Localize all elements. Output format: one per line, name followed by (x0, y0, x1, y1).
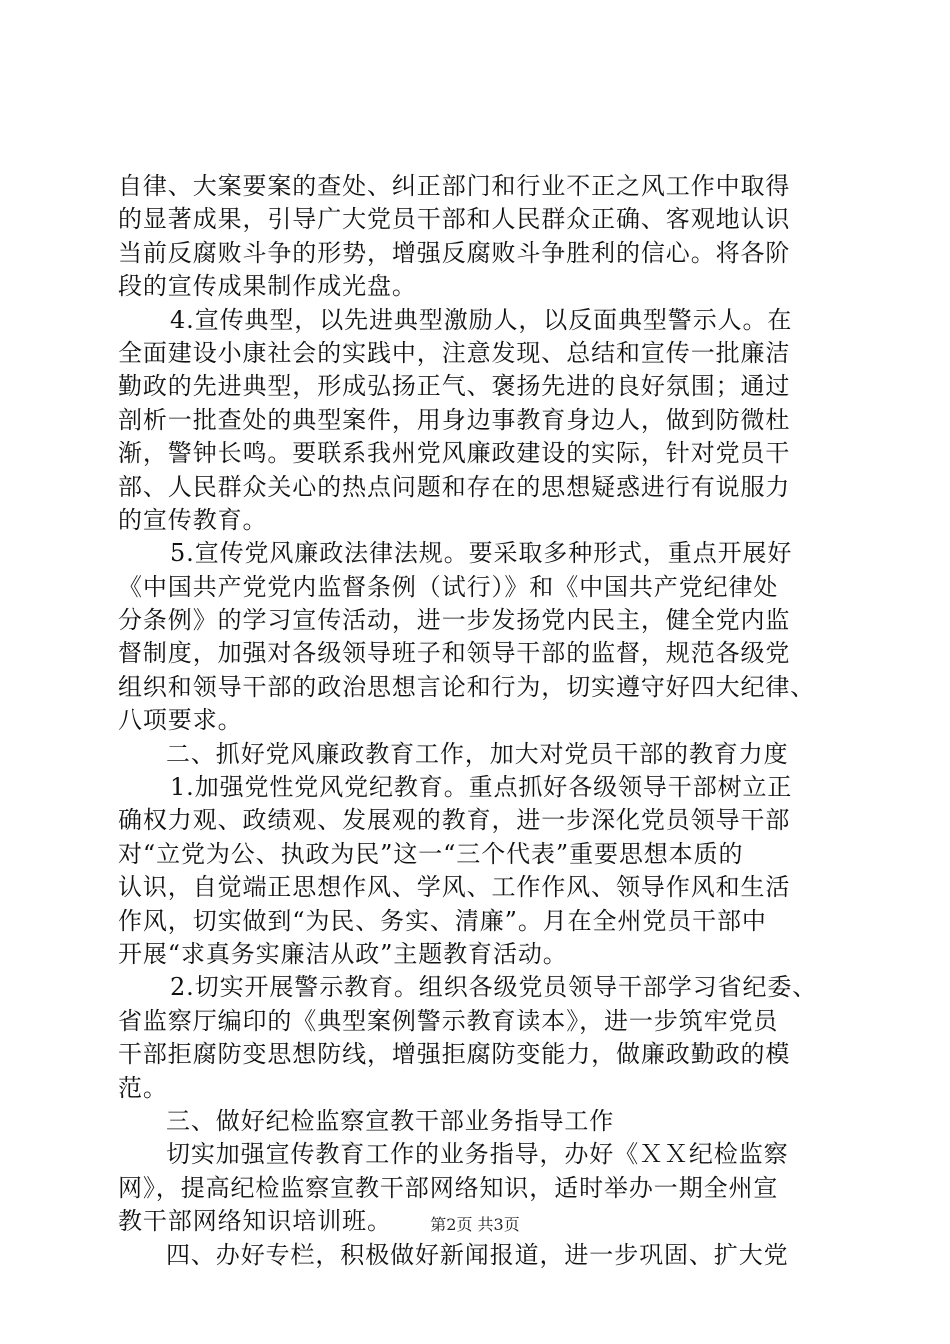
page-number-footer: 第2页 共3页 (430, 1215, 520, 1234)
text-line: 分条例》的学习宣传活动，进一步发扬党内民主，健全党内监 (118, 606, 791, 635)
text-line: 八项要求。 (118, 706, 243, 735)
text-line: 督制度，加强对各级领导班子和领导干部的监督，规范各级党 (118, 639, 791, 668)
text-line: 剖析一批查处的典型案件，用身边事教育身边人，做到防微杜 (118, 405, 791, 434)
document-body (118, 170, 838, 1272)
text-line: 段的宣传成果制作成光盘。 (118, 272, 417, 301)
section-heading: 三、做好纪检监察宣教干部业务指导工作 (166, 1106, 615, 1135)
text-line: 全面建设小康社会的实践中，注意发现、总结和宣传一批廉洁 (118, 338, 791, 367)
text-line: 作风，切实做到“为民、务实、清廉”。月在全州党员干部中 (118, 906, 767, 935)
text-line: 《中国共产党党内监督条例（试行）》和《中国共产党纪律处 (118, 572, 779, 601)
text-line: 5.宣传党风廉政法律法规。要采取多种形式，重点开展好 (170, 539, 793, 568)
section-heading: 二、抓好党风廉政教育工作，加大对党员干部的教育力度 (166, 739, 789, 768)
text-line: 的宣传教育。 (118, 505, 268, 534)
text-line: 组织和领导干部的政治思想言论和行为，切实遵守好四大纪律、 (118, 672, 816, 701)
text-line: 2.切实开展警示教育。组织各级党员领导干部学习省纪委、 (170, 973, 818, 1002)
text-line: 当前反腐败斗争的形势，增强反腐败斗争胜利的信心。将各阶 (118, 238, 791, 267)
text-line: 范。 (118, 1073, 168, 1102)
text-line: 渐，警钟长鸣。要联系我州党风廉政建设的实际，针对党员干 (118, 439, 791, 468)
text-line: 对“立党为公、执政为民”这一“三个代表”重要思想本质的 (118, 839, 744, 868)
text-line: 1.加强党性党风党纪教育。重点抓好各级领导干部树立正 (170, 773, 793, 802)
text-line: 的显著成果，引导广大党员干部和人民群众正确、客观地认识 (118, 205, 791, 234)
text-line: 省监察厅编印的《典型案例警示教育读本》，进一步筑牢党员 (118, 1006, 779, 1035)
text-line: 干部拒腐防变思想防线，增强拒腐防变能力，做廉政勤政的模 (118, 1040, 791, 1069)
text-line: 切实加强宣传教育工作的业务指导，办好《ＸＸ纪检监察 (166, 1140, 789, 1169)
text-line: 勤政的先进典型，形成弘扬正气、褒扬先进的良好氛围；通过 (118, 372, 791, 401)
text-line: 确权力观、政绩观、发展观的教育，进一步深化党员领导干部 (118, 806, 791, 835)
text-line: 认识，自觉端正思想作风、学风、工作作风、领导作风和生活 (118, 873, 791, 902)
text-line: 自律、大案要案的查处、纠正部门和行业不正之风工作中取得 (118, 172, 791, 200)
section-heading: 四、办好专栏，积极做好新闻报道，进一步巩固、扩大党 (166, 1240, 789, 1269)
text-line: 部、人民群众关心的热点问题和存在的思想疑惑进行有说服力 (118, 472, 791, 501)
text-line: 教干部网络知识培训班。 (118, 1207, 392, 1236)
text-line: 4.宣传典型，以先进典型激励人，以反面典型警示人。在 (170, 305, 793, 334)
text-line: 网》，提高纪检监察宣教干部网络知识，适时举办一期全州宣 (118, 1173, 779, 1202)
text-line: 开展“求真务实廉洁从政”主题教育活动。 (118, 939, 568, 968)
